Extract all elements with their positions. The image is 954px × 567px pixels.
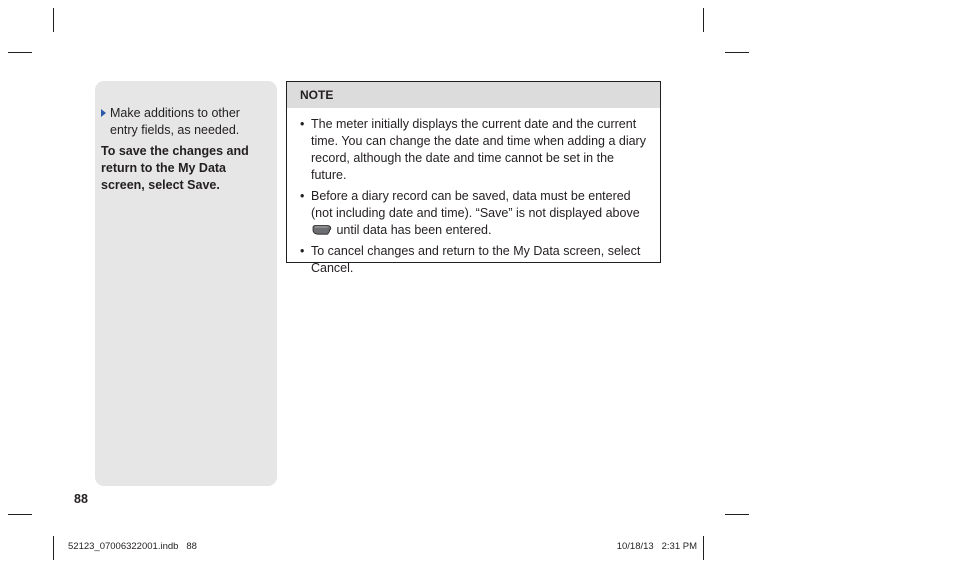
step-instruction <box>101 105 271 139</box>
note-item-text: To cancel changes and return to the My Data screen, select Cancel. <box>311 244 641 275</box>
crop-mark-top-right-horizontal <box>725 52 749 53</box>
crop-mark-top-left-vertical <box>53 8 54 32</box>
note-item-text-after-icon: until data has been entered. <box>336 223 492 237</box>
save-instruction: To save the changes and return to the My Data screen, select Save. <box>101 144 249 192</box>
pointing-hand-icon <box>312 224 332 235</box>
bullet: • <box>300 244 305 258</box>
note-item-text: The meter initially displays the current date and the current time. You can change the date and time when adding a diary record, although the date and time cannot be set in the future. <box>311 117 646 182</box>
crop-mark-top-left-horizontal <box>8 52 32 53</box>
crop-mark-bottom-right-horizontal <box>725 514 749 515</box>
footer-timestamp: 10/18/13 2:31 PM <box>616 541 697 552</box>
note-heading: NOTE <box>287 82 660 108</box>
page-number: 88 <box>74 492 88 506</box>
crop-mark-bottom-left-vertical <box>53 536 54 560</box>
footer-file-slug: 52123_07006322001.indb 88 <box>68 541 197 552</box>
note-item-text-before-icon: Before a diary record can be saved, data must be entered (not including date and time). “Save” is not displayed above <box>311 189 640 220</box>
sidebar-panel <box>95 81 277 486</box>
bullet: • <box>300 117 305 131</box>
step-arrow-icon <box>101 109 106 117</box>
note-list <box>287 108 660 277</box>
crop-mark-top-right-vertical <box>703 8 704 32</box>
step-text: Make additions to other entry fields, as needed. <box>110 106 240 137</box>
note-item <box>300 188 652 239</box>
crop-mark-bottom-right-vertical <box>703 536 704 560</box>
note-item <box>300 243 652 277</box>
note-box <box>286 81 661 275</box>
note-item <box>300 116 652 184</box>
crop-mark-bottom-left-horizontal <box>8 514 32 515</box>
bullet: • <box>300 189 305 203</box>
